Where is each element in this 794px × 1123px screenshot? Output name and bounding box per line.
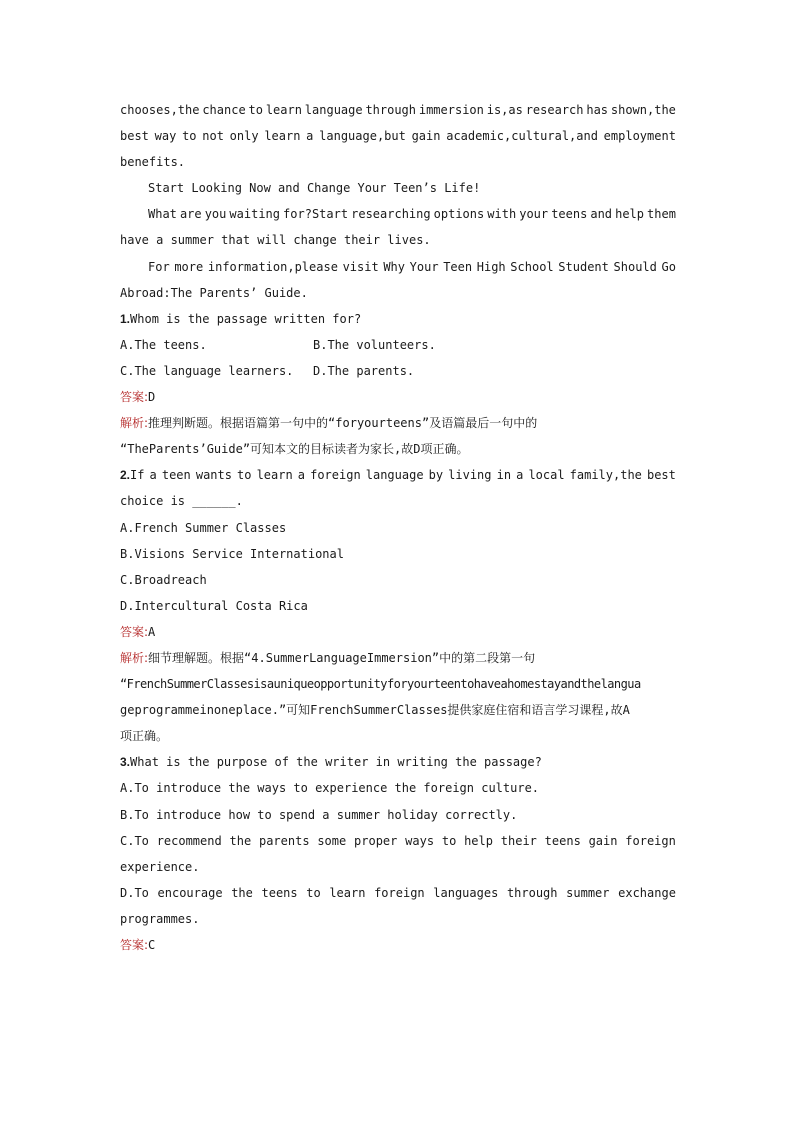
passage-line <box>120 123 676 149</box>
word: language,but <box>319 129 406 144</box>
analysis-line <box>120 410 676 436</box>
word: are <box>179 207 202 222</box>
word: Teen <box>443 259 473 274</box>
word: teens <box>551 207 588 222</box>
analysis-text: 细节理解题。根据“4.SummerLanguageImmersion”中的第二段第一句 <box>148 650 536 665</box>
word: foreign <box>310 468 361 483</box>
option-d: D.Intercultural Costa Rica <box>120 598 308 613</box>
passage-line: Abroad:The Parents’ Guide. <box>120 285 308 300</box>
word: foreign <box>625 833 676 848</box>
word: researching <box>351 207 431 222</box>
word: to <box>248 103 263 117</box>
word: 2.If <box>120 462 144 488</box>
word: information,please <box>207 259 338 274</box>
word: has <box>586 103 609 117</box>
question-number: 1. <box>120 311 131 326</box>
analysis-line: 项正确。 <box>120 729 169 744</box>
word: to <box>182 129 197 144</box>
word: a <box>297 468 306 483</box>
word: to <box>306 885 321 900</box>
answer-label: 答案: <box>120 624 149 639</box>
word: by <box>428 468 444 483</box>
passage-line: have a summer that will change their lives. <box>120 233 431 248</box>
word: family,the <box>569 468 642 483</box>
word: exchange <box>618 885 676 900</box>
word: best <box>646 468 676 483</box>
word: through <box>506 885 558 900</box>
word: their <box>500 833 537 848</box>
passage-line <box>120 97 676 123</box>
word: options <box>433 207 485 222</box>
word: the <box>231 885 253 900</box>
word: shown,the <box>610 103 676 117</box>
analysis-line: geprogrammeinoneplace.”可知FrenchSummerClasses提供家庭住宿和语言学习课程,故A <box>120 703 630 718</box>
word: High <box>476 259 506 274</box>
word: Should <box>613 259 657 274</box>
answer-line <box>120 619 676 645</box>
question-number: 2. <box>120 468 131 483</box>
word: in <box>496 468 512 483</box>
word: chance <box>202 103 246 117</box>
option-c-cont: experience. <box>120 859 200 874</box>
option-c: C.The language learners. <box>120 363 294 378</box>
word: you <box>204 207 227 222</box>
option-a: A.The teens. <box>120 337 207 352</box>
word: proper <box>354 833 398 848</box>
word: waiting <box>229 207 280 222</box>
word: them <box>647 207 676 222</box>
word: visit <box>342 259 379 274</box>
word: to <box>237 468 252 483</box>
option-a: A.To introduce the ways to experience the foreign culture. <box>120 781 540 796</box>
passage-line: benefits. <box>120 155 186 170</box>
passage-line <box>120 201 676 227</box>
word: ways <box>405 833 435 848</box>
word: academic,cultural,and <box>446 129 598 144</box>
word: School <box>510 259 554 274</box>
word: way <box>154 129 177 144</box>
word: recommend <box>156 833 222 848</box>
word: not <box>202 129 224 144</box>
option-a: A.French Summer Classes <box>120 520 287 535</box>
word: language <box>304 103 363 117</box>
option-d-cont: programmes. <box>120 911 200 926</box>
analysis-label: 解析: <box>120 416 149 431</box>
word: Go <box>661 259 676 274</box>
answer-value: A <box>148 624 156 639</box>
word: wants <box>195 468 232 483</box>
word: learn <box>265 103 302 117</box>
document-page <box>120 97 676 958</box>
word: gain <box>588 833 618 848</box>
word: teens <box>544 833 581 848</box>
word: chooses,the <box>120 103 200 117</box>
word: the <box>229 833 252 848</box>
word: gain <box>411 129 441 144</box>
word: D.To <box>120 885 149 900</box>
option-d <box>120 880 676 906</box>
word: to <box>441 833 457 848</box>
word: learn <box>256 468 293 483</box>
answer-line <box>120 932 676 958</box>
word: Your <box>409 259 439 274</box>
word: summer <box>566 885 610 900</box>
options-row <box>120 358 676 384</box>
analysis-line <box>120 645 676 671</box>
question-3 <box>120 749 676 775</box>
option-c: C.Broadreach <box>120 572 207 587</box>
word: living <box>448 468 492 483</box>
word: your <box>519 207 549 222</box>
analysis-line: “FrenchSummerClassesisauniqueopportunityforyourteentohaveahomestayandthelangua <box>120 677 641 692</box>
word: is,as <box>486 103 523 117</box>
option-b: B.The volunteers. <box>313 337 436 352</box>
word: local <box>528 468 565 483</box>
word: languages <box>433 885 499 900</box>
question-stem: Whom is the passage written for? <box>130 311 362 326</box>
question-2 <box>120 462 676 488</box>
option-d: D.The parents. <box>313 363 415 378</box>
word: immersion <box>418 103 484 117</box>
answer-line <box>120 384 676 410</box>
word: encourage <box>157 885 223 900</box>
word: teens <box>261 885 298 900</box>
analysis-text: 推理判断题。根据语篇第一句中的“foryourteens”及语篇最后一句中的 <box>148 416 538 431</box>
word: for?Start <box>283 207 349 222</box>
word: help <box>464 833 493 848</box>
analysis-label: 解析: <box>120 650 149 665</box>
word: parents <box>258 833 310 848</box>
word: Why <box>383 259 406 274</box>
word: learn <box>264 129 301 144</box>
question-1 <box>120 306 676 332</box>
word: more <box>174 259 204 274</box>
answer-label: 答案: <box>120 390 149 405</box>
word: foreign <box>374 885 425 900</box>
analysis-line: “TheParents’Guide”可知本文的目标读者为家长,故D项正确。 <box>120 442 469 457</box>
word: and <box>590 207 613 222</box>
answer-value: D <box>148 390 156 405</box>
option-c <box>120 828 676 854</box>
word: employment <box>603 129 676 144</box>
options-row <box>120 332 676 358</box>
passage-heading: Start Looking Now and Change Your Teen’s Life! <box>148 181 481 196</box>
word: with <box>487 207 517 222</box>
word: help <box>615 207 644 222</box>
word: language <box>365 468 424 483</box>
option-b: B.Visions Service International <box>120 546 344 561</box>
word: a <box>306 129 314 144</box>
question-number: 3. <box>120 755 131 770</box>
word: learn <box>329 885 366 900</box>
word: teen <box>161 468 191 483</box>
word: best <box>120 129 149 144</box>
word: What <box>148 207 177 222</box>
word: C.To <box>120 833 149 848</box>
word: a <box>516 468 524 483</box>
answer-label: 答案: <box>120 938 149 952</box>
word: research <box>525 103 584 117</box>
question-stem: What is the purpose of the writer in writing the passage? <box>130 755 542 770</box>
option-b: B.To introduce how to spend a summer holiday correctly. <box>120 807 518 822</box>
word: a <box>149 468 157 483</box>
word: For <box>148 259 170 274</box>
answer-value: C <box>148 938 156 952</box>
question-stem-cont: choice is ______. <box>120 494 243 509</box>
passage-line <box>120 254 676 280</box>
word: Student <box>558 259 609 274</box>
word: some <box>317 833 347 848</box>
word: through <box>365 103 417 117</box>
word: only <box>229 129 259 144</box>
